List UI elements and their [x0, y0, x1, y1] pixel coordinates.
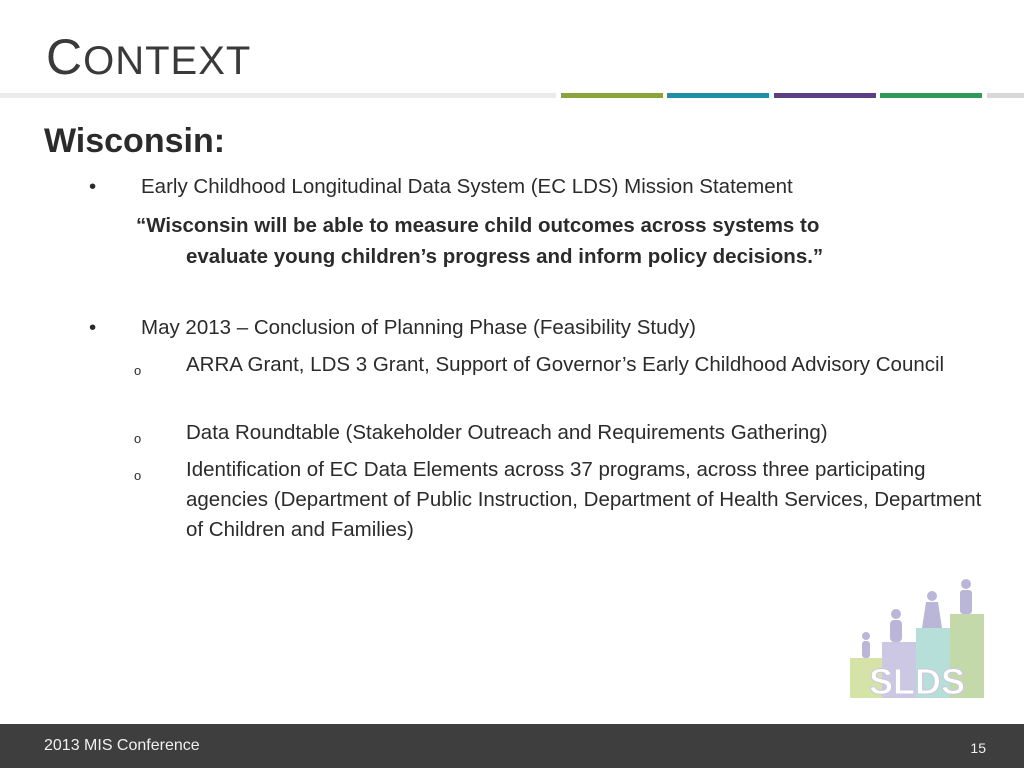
bullet-planning-phase — [89, 316, 696, 340]
bullet-marker: • — [89, 175, 97, 198]
stripe-teal — [667, 93, 769, 98]
section-heading: Wisconsin: — [44, 122, 226, 160]
subitem-marker: o — [134, 468, 142, 483]
bullet-mission-statement — [89, 175, 793, 199]
subitem-marker: o — [134, 431, 142, 446]
slide-title-initial: C — [46, 29, 84, 85]
subitem-roundtable — [134, 418, 986, 448]
stripe-emerald — [880, 93, 982, 98]
stripe-purple — [774, 93, 876, 98]
slide-title-rest: ONTEXT — [83, 39, 252, 83]
subitem-data-elements — [134, 455, 986, 545]
subitem-grants — [134, 350, 986, 380]
quote-line-2: evaluate young children’s progress and inform policy decisions.” — [186, 245, 824, 268]
bullet-text: May 2013 – Conclusion of Planning Phase (Feasibility Study) — [141, 316, 696, 339]
stripe-light-gray — [987, 93, 1024, 98]
quote-line-1: “Wisconsin will be able to measure child outcomes across systems to — [136, 214, 820, 237]
page-number: 15 — [970, 740, 986, 756]
mission-quote — [136, 210, 976, 272]
subitem-text: Data Roundtable (Stakeholder Outreach and Requirements Gathering) — [186, 421, 828, 444]
slide-title — [46, 28, 251, 86]
slds-logo-text: SLDS — [868, 661, 966, 700]
subitem-marker: o — [134, 363, 142, 378]
bullet-text: Early Childhood Longitudinal Data System (EC LDS) Mission Statement — [141, 175, 793, 198]
footer-conference: 2013 MIS Conference — [44, 737, 200, 754]
bullet-marker: • — [89, 316, 97, 339]
subitem-text: ARRA Grant, LDS 3 Grant, Support of Governor’s Early Childhood Advisory Council — [186, 353, 945, 376]
footer-bar — [0, 724, 1024, 768]
slds-logo — [846, 578, 988, 700]
subitem-text: Identification of EC Data Elements across 37 programs, across three participating agencies (Department of Public Instruction, Department of Health Services, Department of Children and Families) — [186, 458, 982, 541]
stripe-green — [561, 93, 663, 98]
accent-stripes — [0, 93, 1024, 98]
stripe-gray — [0, 93, 556, 98]
